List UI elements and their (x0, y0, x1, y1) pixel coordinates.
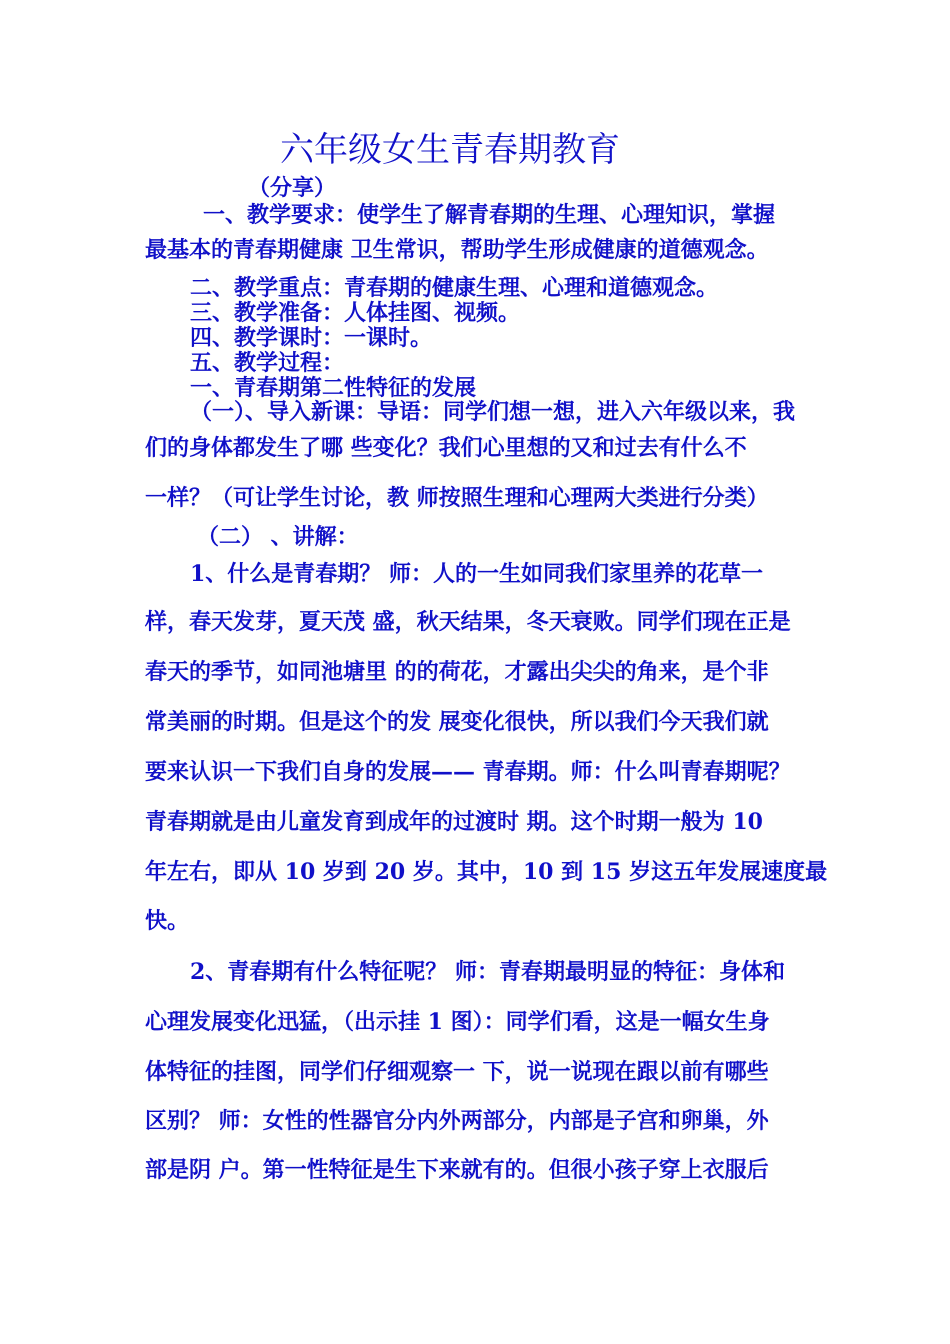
paragraph-line: 一、教学要求：使学生了解青春期的生理、心理知识，掌握 (203, 202, 776, 228)
paragraph-line: 一、青春期第二性特征的发展 (190, 375, 477, 401)
paragraph-line: 心理发展变化迅猛，（出示挂 1 图）：同学们看，这是一幅女生身 (145, 1009, 770, 1035)
paragraph-line: （一）、导入新课：导语：同学们想一想，进入六年级以来，我 (190, 399, 796, 425)
paragraph-line: 春天的季节，如同池塘里 的的荷花，才露出尖尖的角来，是个非 (145, 659, 769, 685)
paragraph-line: 1、什么是青春期？ 师：人的一生如同我们家里养的花草一 (190, 561, 763, 587)
paragraph-line: 三、教学准备：人体挂图、视频。 (190, 300, 521, 326)
paragraph-line: 快。 (145, 908, 190, 934)
paragraph-line: 年左右，即从 10 岁到 20 岁。其中，10 到 15 岁这五年发展速度最 (145, 859, 828, 885)
paragraph-line: 青春期就是由儿童发育到成年的过渡时 期。这个时期一般为 10 (145, 809, 763, 835)
paragraph-line: 样，春天发芽，夏天茂 盛，秋天结果，冬天衰败。同学们现在正是 (145, 609, 791, 635)
paragraph-line: 最基本的青春期健康 卫生常识，帮助学生形成健康的道德观念。 (145, 237, 769, 263)
paragraph-line: 常美丽的时期。但是这个的发 展变化很快，所以我们今天我们就 (145, 709, 769, 735)
paragraph-line: 2、青春期有什么特征呢？ 师：青春期最明显的特征：身体和 (190, 959, 785, 985)
paragraph-line: 一样？（可让学生讨论，教 师按照生理和心理两大类进行分类） (145, 485, 769, 511)
paragraph-line: 二、教学重点：青春期的健康生理、心理和道德观念。 (190, 275, 719, 301)
paragraph-line: （二） 、讲解： (197, 524, 359, 550)
paragraph-line: 四、教学课时：一课时。 (190, 325, 433, 351)
paragraph-line: 们的身体都发生了哪 些变化？我们心里想的又和过去有什么不 (145, 435, 747, 461)
paragraph-line: 区别？ 师：女性的性器官分内外两部分，内部是子宫和卵巢，外 (145, 1108, 769, 1134)
paragraph-line: 五、教学过程： (190, 350, 345, 376)
document-title: 六年级女生青春期教育 (280, 130, 620, 170)
document-subtitle: （分享） (248, 175, 337, 201)
paragraph-line: 体特征的挂图，同学们仔细观察一 下，说一说现在跟以前有哪些 (145, 1059, 769, 1085)
paragraph-line: 部是阴 户。第一性特征是生下来就有的。但很小孩子穿上衣服后 (145, 1157, 769, 1183)
paragraph-line: 要来认识一下我们自身的发展—— 青春期。师：什么叫青春期呢？ (145, 759, 791, 785)
